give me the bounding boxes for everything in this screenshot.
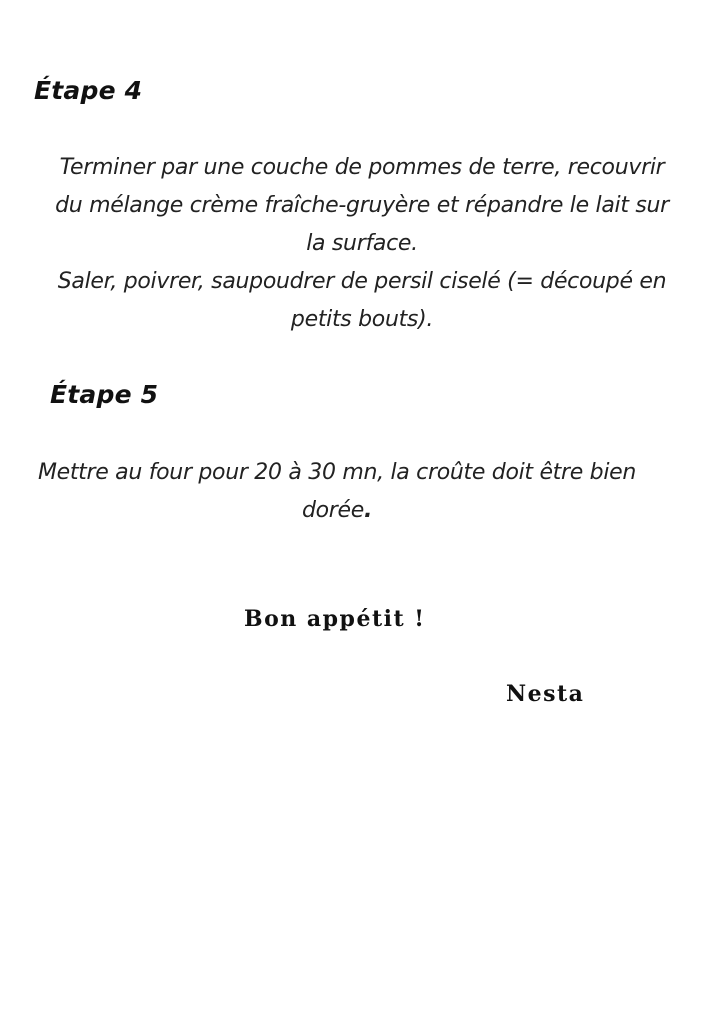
step-5-heading: Étape 5 [50, 380, 159, 409]
step-4-line: la surface. [306, 231, 418, 256]
step-5-line: Mettre au four pour 20 à 30 mn, la croûte doit être bien [37, 460, 637, 485]
step-4-heading: Étape 4 [34, 76, 143, 105]
step-5-line-text: dorée [301, 498, 364, 523]
step-4-line: Terminer par une couche de pommes de terre, recouvrir [59, 155, 665, 180]
step-4-line: Saler, poivrer, saupoudrer de persil ciselé (= découpé en [57, 269, 667, 294]
step-4-line: petits bouts). [290, 307, 434, 332]
step-5-line [0, 492, 674, 530]
step-5-text [0, 454, 674, 530]
step-4-line: du mélange crème fraîche-gruyère et répandre le lait sur [55, 193, 669, 218]
author-signature: Nesta [506, 681, 585, 707]
step-4-text [20, 149, 704, 339]
step-5-period: . [363, 498, 373, 523]
bon-appetit-greeting: Bon appétit ! [244, 606, 426, 632]
